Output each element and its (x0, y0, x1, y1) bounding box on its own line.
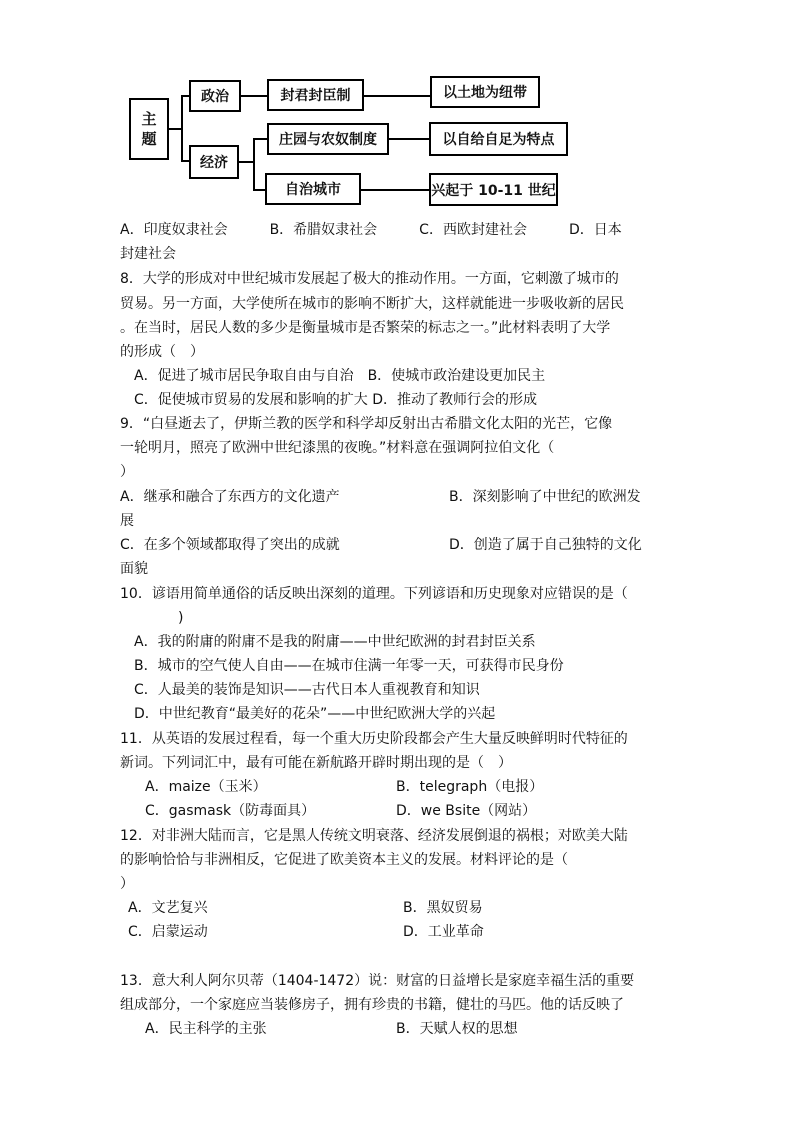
q8-text-line: 8．大学的形成对中世纪城市发展起了极大的推动作用。一方面，它刺激了城市的 (120, 271, 619, 287)
connector (389, 138, 429, 140)
q10-text-line: ) (178, 610, 184, 626)
diagram-rise-box: 兴起于 10-11 世纪 (429, 173, 558, 206)
connector (239, 161, 253, 163)
q11-text-line: 11．从英语的发展过程看，每一个重大历史阶段都会产生大量反映鲜明时代特征的 (120, 731, 628, 747)
connector (253, 138, 267, 140)
q7-options: A．印度奴隶社会 B．希腊奴隶社会 C．西欧封建社会 D．日本 (120, 222, 622, 238)
q12-text-line: ） (120, 876, 134, 892)
q10-option-c: C．人最美的装饰是知识——古代日本人重视教育和知识 (134, 682, 480, 698)
q10-option-b: B．城市的空气使人自由——在城市住满一年零一天，可获得市民身份 (134, 658, 564, 674)
diagram-land-box: 以土地为纽带 (430, 76, 540, 108)
q13-text-line: 组成部分，一个家庭应当装修房子，拥有珍贵的书籍，健壮的马匹。他的话反映了 (120, 997, 624, 1013)
q13-option-a: A．民主科学的主张 (145, 1021, 267, 1037)
q11-option-a: A．maize（玉米） (145, 779, 267, 795)
q13-option-b: B．天赋人权的思想 (396, 1021, 518, 1037)
q10-option-d: D．中世纪教育“最美好的花朵”——中世纪欧洲大学的兴起 (134, 706, 496, 722)
q12-option-d: D．工业革命 (403, 924, 484, 940)
q12-text-line: 12．对非洲大陆而言，它是黑人传统文明衰落、经济发展倒退的祸根；对欧美大陆 (120, 828, 628, 844)
q8-options-ab: A．促进了城市居民争取自由与自治 B．使城市政治建设更加民主 (134, 368, 546, 384)
q10-text-line: 10．谚语用简单通俗的话反映出深刻的道理。下列谚语和历史现象对应错误的是（ (120, 586, 628, 602)
q12-option-c: C．启蒙运动 (128, 924, 208, 940)
connector (253, 138, 255, 190)
diagram-feudal-box: 封君封臣制 (267, 79, 364, 111)
connector (364, 95, 430, 97)
q10-option-a: A．我的附庸的附庸不是我的附庸——中世纪欧洲的封君封臣关系 (134, 634, 536, 650)
q9-option-b: B．深刻影响了中世纪的欧洲发 (449, 489, 641, 505)
connector (181, 95, 189, 97)
q9-option-d: D．创造了属于自己独特的文化 (449, 537, 642, 553)
q11-option-d: D．we Bsite（网站） (396, 803, 537, 819)
connector (361, 189, 429, 191)
q7-options-cont: 封建社会 (120, 246, 176, 262)
diagram-topic-box: 主 题 (129, 98, 169, 160)
q9-option-b-cont: 展 (120, 513, 134, 529)
q12-option-a: A．文艺复兴 (128, 900, 208, 916)
diagram-economy-box: 经济 (189, 145, 239, 179)
diagram-manor-box: 庄园与农奴制度 (267, 123, 389, 155)
diagram-self-sufficient-box: 以自给自足为特点 (429, 122, 568, 156)
q8-text-line: 贸易。另一方面，大学使所在城市的影响不断扩大，这样就能进一步吸收新的居民 (120, 296, 624, 312)
connector (169, 128, 181, 130)
q9-option-d-cont: 面貌 (120, 561, 148, 577)
q12-option-b: B．黑奴贸易 (403, 900, 483, 916)
q8-text-line: 。在当时，居民人数的多少是衡量城市是否繁荣的标志之一。”此材料表明了大学 (120, 320, 611, 336)
q13-text-line: 13．意大利人阿尔贝蒂（1404-1472）说：财富的日益增长是家庭幸福生活的重要 (120, 973, 635, 989)
q12-text-line: 的影响恰恰与非洲相反，它促进了欧美资本主义的发展。材料评论的是（ (120, 852, 568, 868)
q9-text-line: ） (120, 464, 134, 480)
q9-text-line: 一轮明月，照亮了欧洲中世纪漆黑的夜晚。”材料意在强调阿拉伯文化（ (120, 440, 555, 456)
q9-option-c: C．在多个领域都取得了突出的成就 (120, 537, 340, 553)
q8-text-line: 的形成（ ） (120, 344, 204, 360)
connector (241, 95, 267, 97)
connector (181, 95, 183, 161)
diagram-autonomous-city-box: 自治城市 (265, 173, 361, 205)
diagram-politics-box: 政治 (189, 80, 241, 112)
q11-option-b: B．telegraph（电报） (396, 779, 544, 795)
concept-diagram (0, 0, 793, 215)
q8-options-cd: C．促使城市贸易的发展和影响的扩大 D．推动了教师行会的形成 (134, 392, 538, 408)
q9-text-line: 9．“白昼逝去了，伊斯兰教的医学和科学却反射出古希腊文化太阳的光芒，它像 (120, 416, 613, 432)
connector (181, 160, 189, 162)
q9-option-a: A．继承和融合了东西方的文化遗产 (120, 489, 340, 505)
q11-option-c: C．gasmask（防毒面具） (145, 803, 316, 819)
q11-text-line: 新词。下列词汇中，最有可能在新航路开辟时期出现的是（ ） (120, 755, 512, 771)
